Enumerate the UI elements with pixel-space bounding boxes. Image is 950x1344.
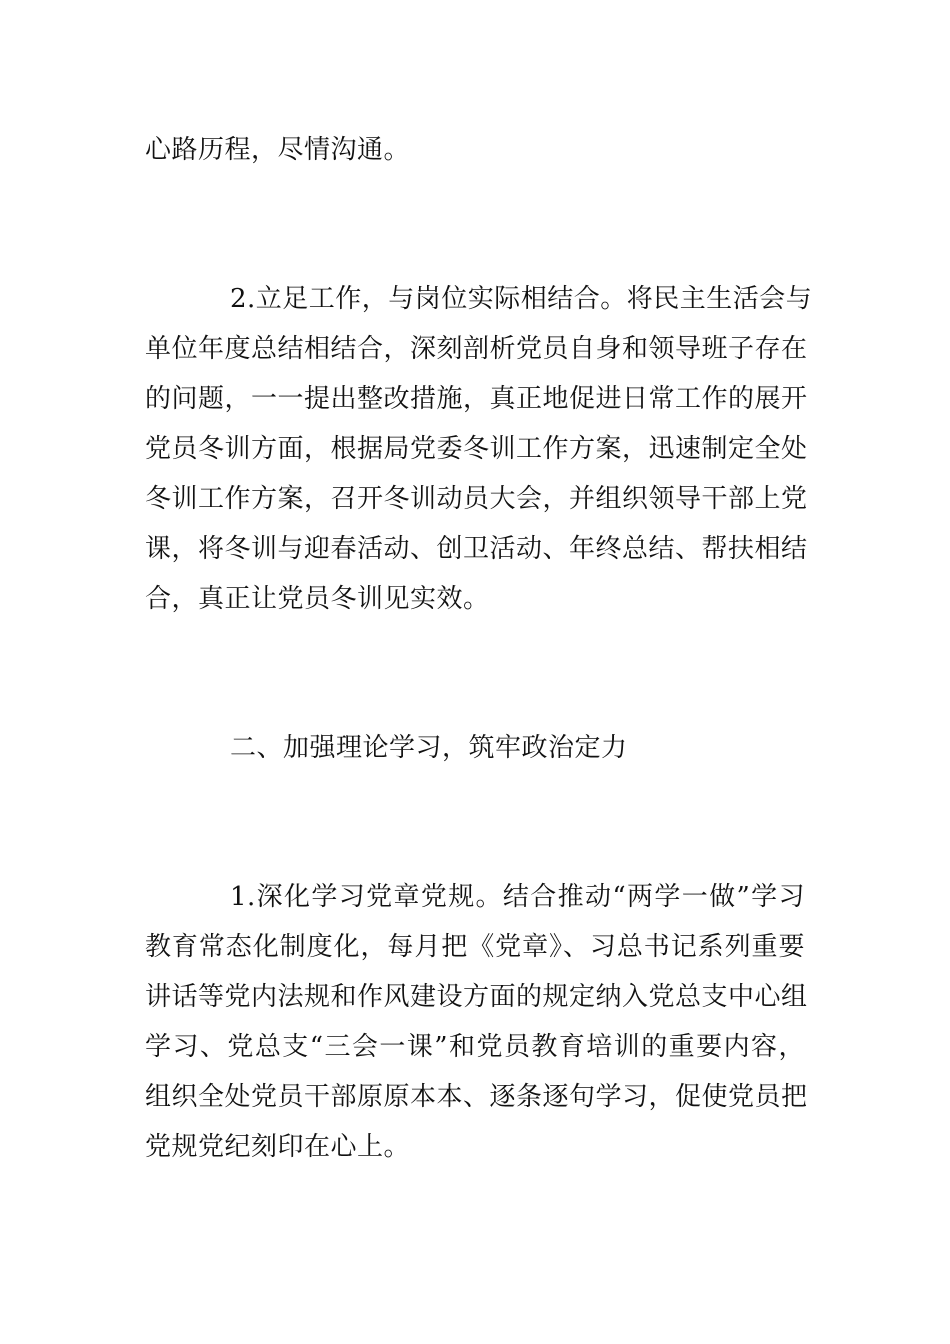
- paragraph-work-line: 2.立足工作，与岗位实际相结合。将民主生活会与: [230, 284, 813, 314]
- section-heading: 二、加强理论学习，筑牢政治定力: [230, 733, 628, 763]
- paragraph-work-line: 课，将冬训与迎春活动、创卫活动、年终总结、帮扶相结: [145, 534, 808, 564]
- paragraph-study-line: 讲话等党内法规和作风建设方面的规定纳入党总支中心组: [145, 982, 808, 1012]
- paragraph-study-line: 1.深化学习党章党规。结合推动“两学一做”学习: [230, 882, 805, 912]
- paragraph-work-line: 党员冬训方面，根据局党委冬训工作方案，迅速制定全处: [145, 434, 808, 464]
- paragraph-study-line: 教育常态化制度化，每月把《党章》、习总书记系列重要: [145, 932, 805, 962]
- paragraph-study-line: 组织全处党员干部原原本本、逐条逐句学习，促使党员把: [145, 1082, 808, 1112]
- paragraph-work-line: 冬训工作方案，召开冬训动员大会，并组织领导干部上党: [145, 484, 808, 514]
- paragraph-work-line: 合，真正让党员冬训见实效。: [145, 584, 490, 614]
- paragraph-work-line: 单位年度总结相结合，深刻剖析党员自身和领导班子存在: [145, 334, 808, 364]
- paragraph-study-line: 学习、党总支“三会一课”和党员教育培训的重要内容，: [145, 1032, 805, 1062]
- paragraph-study-line: 党规党纪刻印在心上。: [145, 1132, 411, 1162]
- paragraph-intro-line: 心路历程，尽情沟通。: [145, 135, 411, 165]
- paragraph-work-line: 的问题，一一提出整改措施，真正地促进日常工作的展开: [145, 384, 808, 414]
